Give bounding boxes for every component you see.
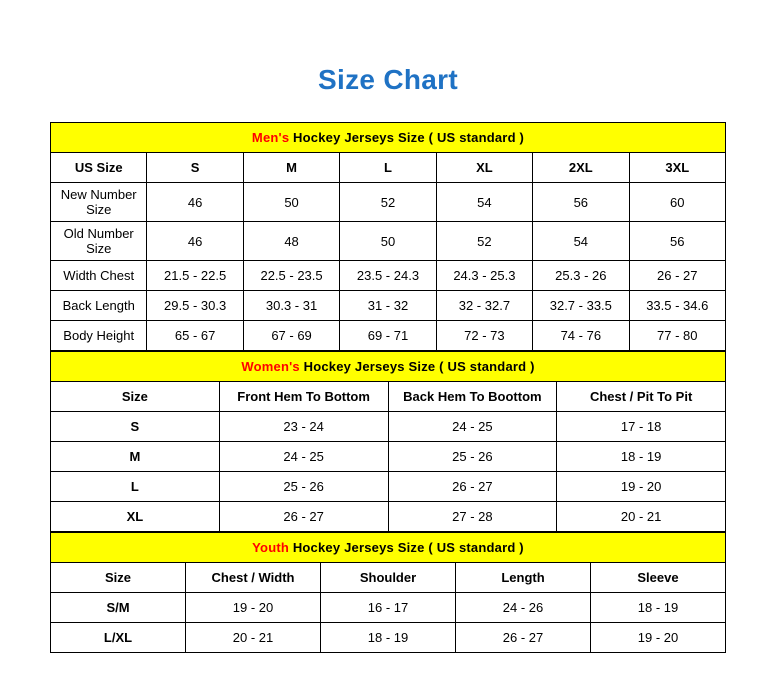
mens-r3-c3: 31 - 32 [340, 291, 436, 321]
womens-r0-c3: 17 - 18 [557, 412, 726, 442]
womens-col-2: Back Hem To Boottom [388, 382, 557, 412]
youth-r0-c4: 18 - 19 [591, 593, 726, 623]
womens-r1-c2: 25 - 26 [388, 442, 557, 472]
mens-r2-c3: 23.5 - 24.3 [340, 261, 436, 291]
mens-r2-c5: 25.3 - 26 [533, 261, 629, 291]
womens-r1-c0: M [51, 442, 220, 472]
size-tables-container [50, 122, 726, 653]
youth-r1-c4: 19 - 20 [591, 623, 726, 653]
mens-r4-c6: 77 - 80 [629, 321, 725, 351]
mens-col-1: S [147, 153, 243, 183]
table-row [51, 472, 726, 502]
mens-r4-c0: Body Height [51, 321, 147, 351]
mens-r1-c4: 52 [436, 222, 532, 261]
mens-r4-c5: 74 - 76 [533, 321, 629, 351]
womens-r3-c1: 26 - 27 [219, 502, 388, 532]
table-row [51, 623, 726, 653]
womens-r1-c1: 24 - 25 [219, 442, 388, 472]
youth-r0-c3: 24 - 26 [456, 593, 591, 623]
womens-r0-c2: 24 - 25 [388, 412, 557, 442]
table-header-row [51, 382, 726, 412]
youth-r0-c2: 16 - 17 [321, 593, 456, 623]
womens-r2-c1: 25 - 26 [219, 472, 388, 502]
mens-r4-c2: 67 - 69 [243, 321, 339, 351]
mens-r1-c1: 46 [147, 222, 243, 261]
mens-col-0: US Size [51, 153, 147, 183]
table-row [51, 183, 726, 222]
mens-r4-c3: 69 - 71 [340, 321, 436, 351]
mens-r0-c0: New Number Size [51, 183, 147, 222]
mens-r2-c4: 24.3 - 25.3 [436, 261, 532, 291]
table-header-row [51, 563, 726, 593]
womens-r1-c3: 18 - 19 [557, 442, 726, 472]
mens-r0-c1: 46 [147, 183, 243, 222]
mens-r0-c4: 54 [436, 183, 532, 222]
mens-r1-c2: 48 [243, 222, 339, 261]
table-row [51, 502, 726, 532]
womens-r0-c0: S [51, 412, 220, 442]
table-band-row [51, 533, 726, 563]
mens-r1-c3: 50 [340, 222, 436, 261]
womens-r2-c3: 19 - 20 [557, 472, 726, 502]
mens-r1-c5: 54 [533, 222, 629, 261]
womens-band-accent: Women's [241, 359, 300, 374]
mens-col-2: M [243, 153, 339, 183]
womens-r3-c3: 20 - 21 [557, 502, 726, 532]
mens-r2-c1: 21.5 - 22.5 [147, 261, 243, 291]
mens-r4-c1: 65 - 67 [147, 321, 243, 351]
youth-col-0: Size [51, 563, 186, 593]
youth-col-2: Shoulder [321, 563, 456, 593]
mens-band-cell [51, 123, 726, 153]
table-band-row [51, 352, 726, 382]
table-row [51, 412, 726, 442]
mens-r3-c4: 32 - 32.7 [436, 291, 532, 321]
table-row [51, 321, 726, 351]
youth-r1-c3: 26 - 27 [456, 623, 591, 653]
youth-band-accent: Youth [252, 540, 290, 555]
mens-col-6: 3XL [629, 153, 725, 183]
youth-band-rest: Hockey Jerseys Size ( US standard ) [289, 540, 524, 555]
mens-band-rest: Hockey Jerseys Size ( US standard ) [289, 130, 525, 145]
table-band-row [51, 123, 726, 153]
mens-col-4: XL [436, 153, 532, 183]
womens-col-0: Size [51, 382, 220, 412]
womens-r0-c1: 23 - 24 [219, 412, 388, 442]
page-title: Size Chart [318, 64, 458, 95]
mens-r2-c2: 22.5 - 23.5 [243, 261, 339, 291]
youth-r1-c2: 18 - 19 [321, 623, 456, 653]
mens-band-accent: Men's [251, 130, 290, 145]
mens-size-table [50, 122, 726, 351]
mens-r2-c0: Width Chest [51, 261, 147, 291]
table-row [51, 222, 726, 261]
womens-r2-c2: 26 - 27 [388, 472, 557, 502]
mens-r0-c3: 52 [340, 183, 436, 222]
womens-r3-c0: XL [51, 502, 220, 532]
womens-r2-c0: L [51, 472, 220, 502]
youth-r1-c0: L/XL [51, 623, 186, 653]
youth-col-4: Sleeve [591, 563, 726, 593]
womens-band-rest: Hockey Jerseys Size ( US standard ) [299, 359, 535, 374]
table-row [51, 291, 726, 321]
mens-col-5: 2XL [533, 153, 629, 183]
table-row [51, 261, 726, 291]
table-header-row [51, 153, 726, 183]
mens-r1-c6: 56 [629, 222, 725, 261]
mens-r3-c0: Back Length [51, 291, 147, 321]
mens-r4-c4: 72 - 73 [436, 321, 532, 351]
mens-r0-c2: 50 [243, 183, 339, 222]
youth-r1-c1: 20 - 21 [186, 623, 321, 653]
youth-r0-c0: S/M [51, 593, 186, 623]
womens-col-3: Chest / Pit To Pit [557, 382, 726, 412]
womens-band-cell [51, 352, 726, 382]
mens-col-3: L [340, 153, 436, 183]
mens-r3-c2: 30.3 - 31 [243, 291, 339, 321]
youth-r0-c1: 19 - 20 [186, 593, 321, 623]
youth-col-3: Length [456, 563, 591, 593]
womens-col-1: Front Hem To Bottom [219, 382, 388, 412]
womens-r3-c2: 27 - 28 [388, 502, 557, 532]
mens-r3-c6: 33.5 - 34.6 [629, 291, 725, 321]
mens-r1-c0: Old Number Size [51, 222, 147, 261]
youth-size-table [50, 532, 726, 653]
mens-r3-c1: 29.5 - 30.3 [147, 291, 243, 321]
table-row [51, 442, 726, 472]
mens-r3-c5: 32.7 - 33.5 [533, 291, 629, 321]
mens-r0-c5: 56 [533, 183, 629, 222]
youth-col-1: Chest / Width [186, 563, 321, 593]
mens-r0-c6: 60 [629, 183, 725, 222]
mens-r2-c6: 26 - 27 [629, 261, 725, 291]
youth-band-cell [51, 533, 726, 563]
table-row [51, 593, 726, 623]
womens-size-table [50, 351, 726, 532]
